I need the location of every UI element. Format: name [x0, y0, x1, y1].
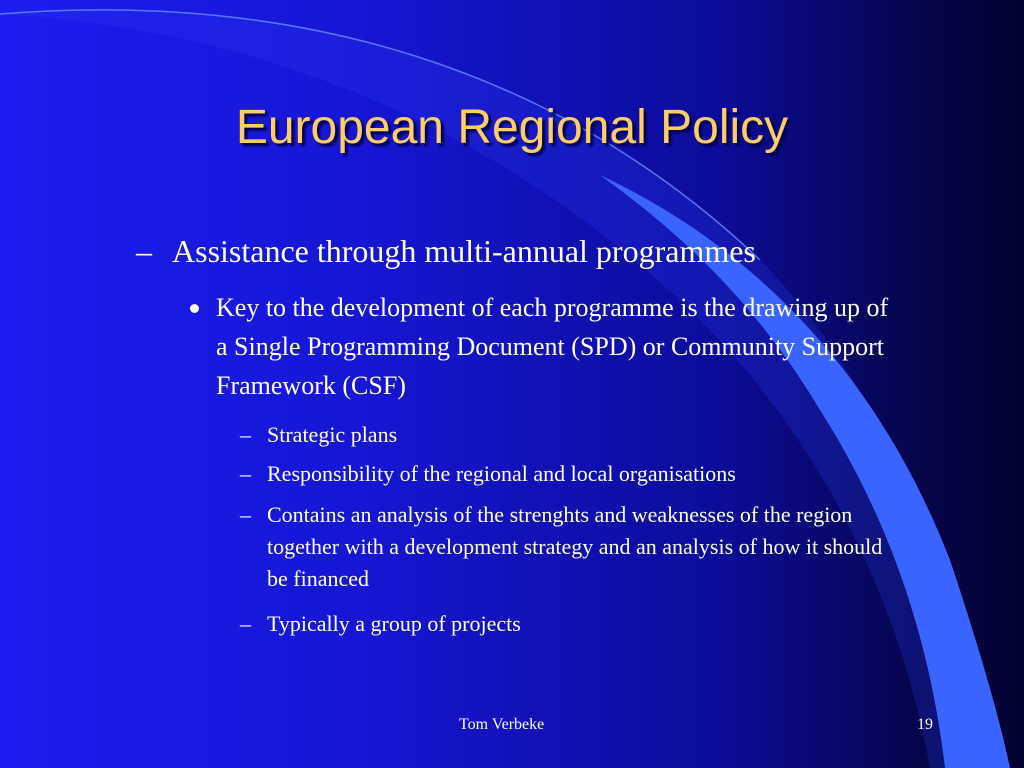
page-number: 19 [917, 716, 933, 733]
bullet-level1-text: Assistance through multi-annual programmes [172, 233, 756, 269]
dash-marker: – [240, 461, 251, 486]
bullet-level3-text: Responsibility of the regional and local organisations [267, 461, 736, 486]
dash-marker: – [136, 233, 152, 269]
dash-marker: – [240, 611, 251, 636]
bullet-dot-icon [190, 304, 199, 313]
bullet-level2-text: Key to the development of each programme is the drawing up of a Single Programming Document (SPD) or Community Support Framework (CSF) [216, 293, 889, 400]
footer-author: Tom Verbeke [459, 716, 545, 733]
bullet-level3-text: Strategic plans [267, 422, 398, 447]
bullet-level3-text: Contains an analysis of the strenghts and weaknesses of the region together with a development strategy and an analysis of how it should be financed [267, 502, 883, 591]
slide-title: European Regional Policy [235, 101, 789, 154]
dash-marker: – [240, 422, 251, 447]
bullet-level3-text: Typically a group of projects [267, 611, 521, 636]
dash-marker: – [240, 502, 251, 527]
